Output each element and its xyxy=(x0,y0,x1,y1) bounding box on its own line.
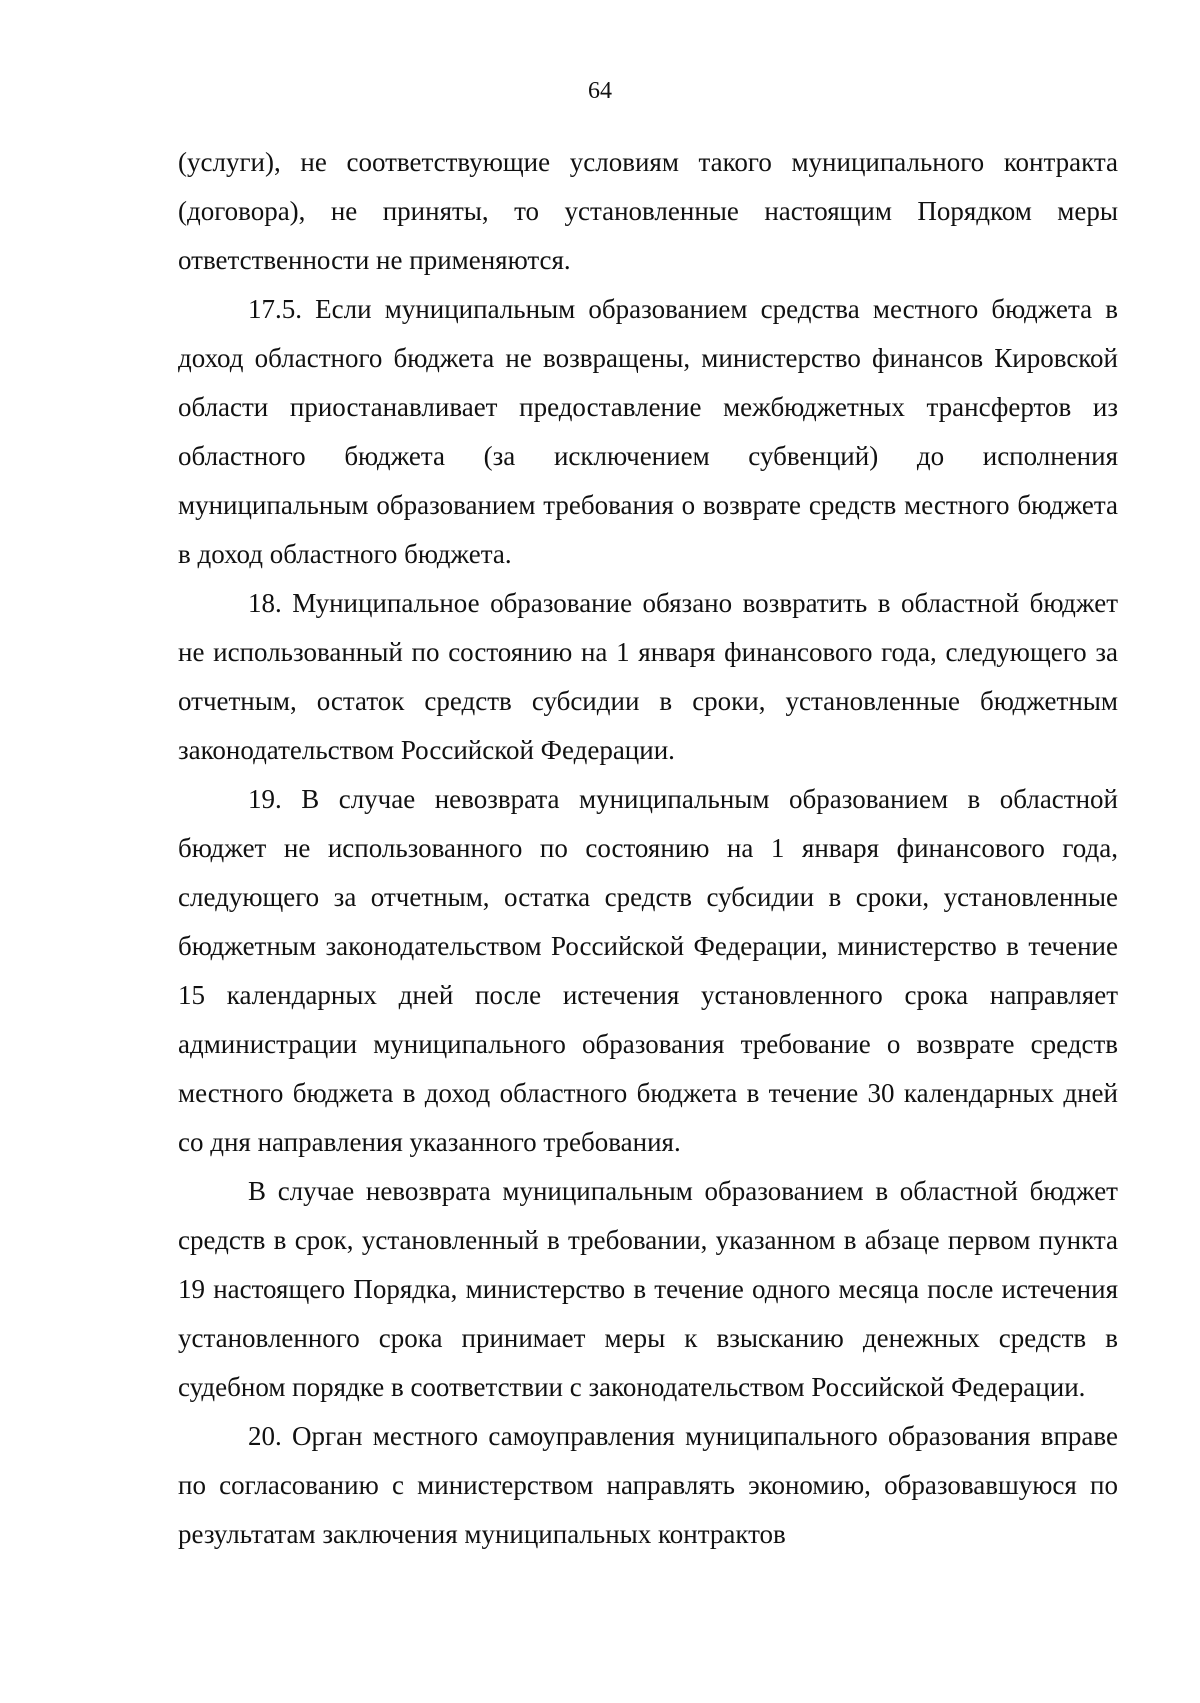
paragraph-continuation: (услуги), не соответствующие условиям такого муниципального контракта (договора), не приняты, то установленные настоящим Порядком меры ответственности не применяются. xyxy=(178,147,1118,275)
page-number: 64 xyxy=(588,78,612,104)
paragraph-20: 20. Орган местного самоуправления муниципального образования вправе по согласованию с министерством направлять экономию, образовавшуюся по результатам заключения муниципальных контрактов xyxy=(178,1421,1118,1549)
paragraph-17-5: 17.5. Если муниципальным образованием средства местного бюджета в доход областного бюджета не возвращены, министерство финансов Кировской области приостанавливает предоставление межбюджетных трансфертов из областного бюджета (за исключением субвенций) до исполнения муниципальным образованием требования о возврате средств местного бюджета в доход областного бюджета. xyxy=(178,294,1118,569)
paragraph-19: 19. В случае невозврата муниципальным образованием в областной бюджет не использованного по состоянию на 1 января финансового года, следующего за отчетным, остатка средств субсидии в сроки, установленные бюджетным законодательством Российской Федерации, министерство в течение 15 календарных дней после истечения установленного срока направляет администрации муниципального образования требование о возврате средств местного бюджета в доход областного бюджета в течение 30 календарных дней со дня направления указанного требования. xyxy=(178,784,1118,1157)
paragraph-19-second: В случае невозврата муниципальным образованием в областной бюджет средств в срок, установленный в требовании, указанном в абзаце первом пункта 19 настоящего Порядка, министерство в течение одного месяца после истечения установленного срока принимает меры к взысканию денежных средств в судебном порядке в соответствии с законодательством Российской Федерации. xyxy=(178,1176,1118,1402)
paragraph-18: 18. Муниципальное образование обязано возвратить в областной бюджет не использованный по состоянию на 1 января финансового года, следующего за отчетным, остаток средств субсидии в сроки, установленные бюджетным законодательством Российской Федерации. xyxy=(178,588,1118,765)
document-body xyxy=(178,138,1118,1559)
